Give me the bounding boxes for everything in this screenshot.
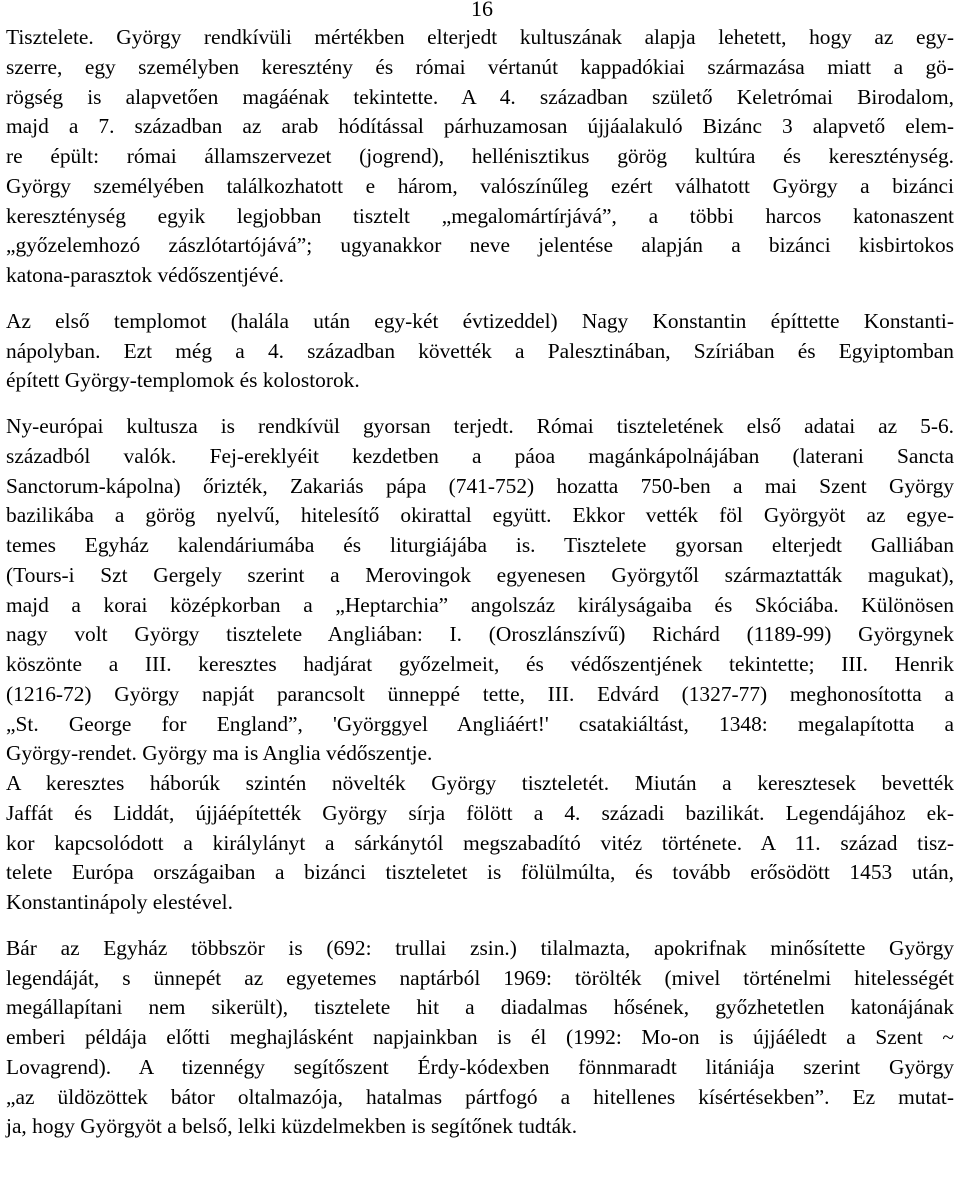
text-line: A keresztes háborúk szintén növelték György tiszteletét. Miután a keresztesek bevették [6, 771, 954, 795]
text-line: bazilikába a görög nyelvű, hitelesítő okirattal együtt. Ekkor vették föl Györgyöt az egye- [6, 503, 954, 528]
text-line: „St. George for England”, 'Györggyel Angliáért!' csatakiáltást, 1348: megalapította a [6, 711, 954, 736]
text-line: (1216-72) György napját parancsolt ünneppé tette, III. Edvárd (1327-77) meghonosította a [6, 681, 954, 706]
text-line: re épült: római államszervezet (jogrend), hellénisztikus görög kultúra és kereszténység. [6, 144, 954, 168]
paragraph-gap [6, 291, 954, 307]
text-line: Jaffát és Liddát, újjáépítették György sírja fölött a 4. századi bazilikát. Legendájához ek- [6, 800, 954, 825]
paragraph [6, 307, 954, 396]
text-line: majd a 7. században az arab hódítással párhuzamosan újjáalakuló Bizánc 3 alapvető elem- [6, 114, 954, 139]
paragraph [6, 412, 954, 769]
text-line: temes Egyház kalendáriumába és liturgiájába is. Tisztelete gyorsan elterjedt Galliában [6, 533, 954, 557]
page-number: 16 [471, 0, 493, 21]
text-line: „az üldözöttek bátor oltalmazója, hatalmas pártfogó a hitellenes kísértésekben”. Ez mutat- [6, 1084, 954, 1109]
text-line: György személyében találkozhatott e három, valószínűleg ezért válhatott György a bizánci [6, 173, 954, 198]
document-body [6, 23, 954, 1142]
text-line: katona-parasztok védőszentjévé. [6, 263, 284, 287]
text-line: nagy volt György tisztelete Angliában: I. (Oroszlánszívű) Richárd (1189-99) Györgynek [6, 622, 954, 647]
text-line: majd a korai középkorban a „Heptarchia” angolszáz királyságaiba és Skóciába. Különösen [6, 592, 954, 617]
text-line: Lovagrend). A tizennégy segítőszent Érdy-kódexben fönnmaradt litániája szerint György [6, 1054, 954, 1079]
text-line: kor kapcsolódott a királylányt a sárkánytól megszabadító vitéz története. A 11. század tisz- [6, 830, 954, 855]
text-line: legendáját, s ünnepét az egyetemes naptárból 1969: törölték (mivel történelmi hitelességét [6, 965, 954, 990]
paragraph [6, 769, 954, 918]
text-line: köszönte a III. keresztes hadjárat győzelmeit, és védőszentjének tekintette; III. Henrik [6, 652, 954, 676]
paragraph-gap [6, 918, 954, 934]
paragraph-gap [6, 396, 954, 412]
text-line: épített György-templomok és kolostorok. [6, 368, 360, 393]
text-line: szerre, egy személyben keresztény és római vértanút kappadókiai származása miatt a gö- [6, 54, 954, 79]
text-line: telete Európa országaiban a bizánci tiszteletet is fölülmúlta, és tovább erősödött 1453 után, [6, 860, 954, 885]
text-line: századból valók. Fej-ereklyéit kezdetben a páoa magánkápolnájában (laterani Sancta [6, 443, 954, 468]
text-line: Az első templomot (halála után egy-két évtizeddel) Nagy Konstantin építtette Konstanti- [6, 308, 954, 333]
text-line: emberi példája előtti meghajlásként napjainkban is él (1992: Mo-on is újjáéledt a Szent ~ [6, 1025, 954, 1049]
text-line: (Tours-i Szt Gergely szerint a Merovingok egyenesen Györgytől származtatták magukat), [6, 562, 954, 587]
text-line: György-rendet. György ma is Anglia védőszentje. [6, 741, 433, 766]
text-line: megállapítani nem sikerült), tisztelete hit a diadalmas hősének, győzhetetlen katonájának [6, 995, 954, 1020]
text-line: Tisztelete. György rendkívüli mértékben elterjedt kultuszának alapja lehetett, hogy az egy- [6, 25, 954, 49]
text-line: „győzelemhozó zászlótartójává”; ugyanakkor neve jelentése alapján a bizánci kisbirtokos [6, 233, 954, 258]
paragraph [6, 23, 954, 291]
paragraph [6, 934, 954, 1142]
text-line: nápolyban. Ezt még a 4. században követték a Palesztinában, Szíriában és Egyiptomban [6, 338, 954, 363]
text-line: Sanctorum-kápolna) őrizték, Zakariás pápa (741-752) hozatta 750-ben a mai Szent György [6, 473, 954, 498]
text-line: Ny-európai kultusza is rendkívül gyorsan terjedt. Római tiszteletének első adatai az 5-6. [6, 414, 954, 438]
text-line: kereszténység egyik legjobban tisztelt „megalomártírjává”, a többi harcos katonaszent [6, 203, 954, 228]
text-line: Konstantinápoly elestével. [6, 890, 233, 914]
text-line: rögség is alapvetően magáénak tekintette. A 4. században születő Keletrómai Birodalom, [6, 84, 954, 109]
text-line: ja, hogy Györgyöt a belső, lelki küzdelmekben is segítőnek tudták. [6, 1114, 578, 1139]
text-line: Bár az Egyház többször is (692: trullai zsin.) tilalmazta, apokrifnak minősítette György [6, 935, 954, 960]
